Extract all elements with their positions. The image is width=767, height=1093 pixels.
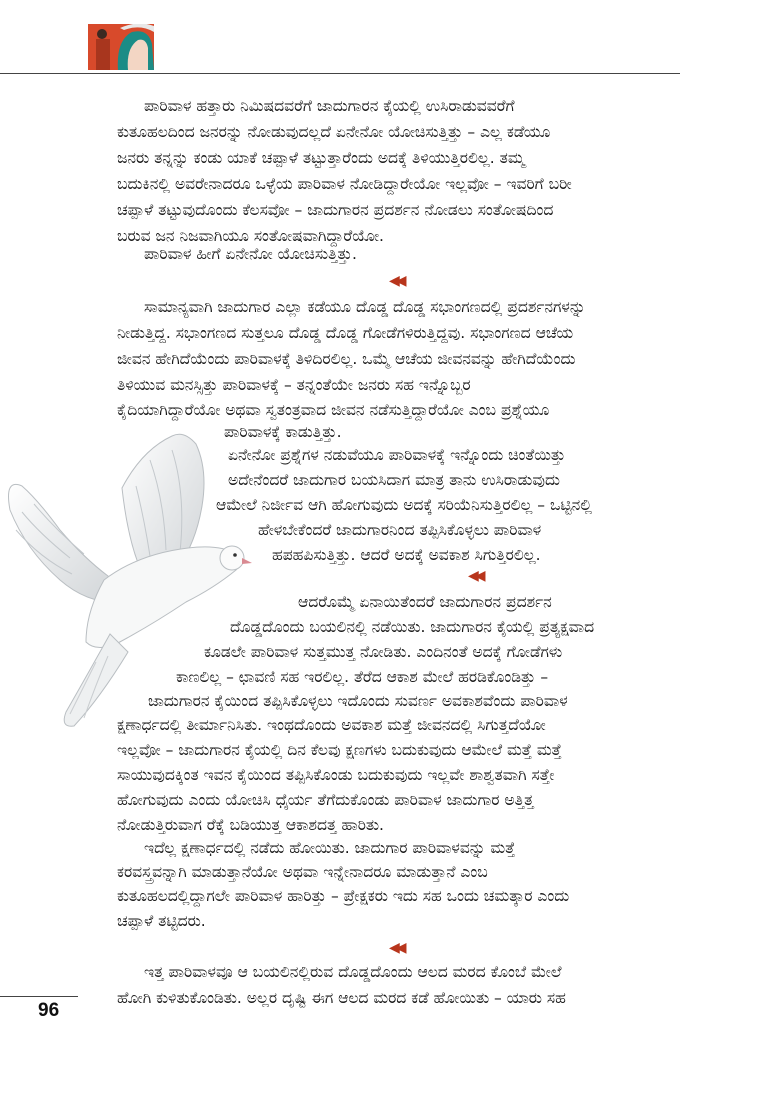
- paragraph-line: ಅದೇನೆಂದರೆ ಜಾದುಗಾರ ಬಯಸಿದಾಗ ಮಾತ್ರ ತಾನು ಉಸಿರಾಡುವುದು: [228, 471, 560, 489]
- page-number: 96: [38, 1000, 60, 1021]
- paragraph-line: ಪಾರಿವಾಳ ಹೀಗೆ ಏನೇನೋ ಯೋಚಿಸುತ್ತಿತ್ತು.: [144, 245, 357, 263]
- paragraph-line: ಕ್ಷಣಾರ್ಧದಲ್ಲಿ ತೀರ್ಮಾನಿಸಿತು. ಇಂಥದೊಂದು ಅವಕಾಶ ಮತ್ತೆ ಜೀವನದಲ್ಲಿ ಸಿಗುತ್ತದೆಯೋ: [117, 716, 546, 734]
- paragraph-line: ಸಾಮಾನ್ಯವಾಗಿ ಜಾದುಗಾರ ಎಲ್ಲಾ ಕಡೆಯೂ ದೊಡ್ಡ ದೊಡ್ಡ ಸಭಾಂಗಣದಲ್ಲಿ ಪ್ರದರ್ಶನಗಳನ್ನು: [144, 298, 586, 316]
- paragraph-line: ಜನರು ತನ್ನನ್ನು ಕಂಡು ಯಾಕೆ ಚಪ್ಪಾಳೆ ತಟ್ಟುತ್ತಾರೆಂದು ಅದಕ್ಕೆ ತಿಳಿಯುತ್ತಿರಲಿಲ್ಲ. ತಮ್ಮ: [117, 149, 525, 167]
- paragraph-line: ಚಪ್ಪಾಳೆ ತಟ್ಟುವುದೊಂದು ಕೆಲಸವೋ – ಜಾದುಗಾರನ ಪ್ರದರ್ಶನ ನೋಡಲು ಸಂತೋಷದಿಂದ: [117, 201, 554, 219]
- paragraph-line: ನೋಡುತ್ತಿರುವಾಗ ರೆಕ್ಕೆ ಬಡಿಯುತ್ತ ಆಕಾಶದತ್ತ ಹಾರಿತು.: [117, 816, 384, 834]
- paragraph-line: ಬದುಕಿನಲ್ಲಿ ಅವರೇನಾದರೂ ಒಳ್ಳೆಯ ಪಾರಿವಾಳ ನೋಡಿದ್ದಾರೇಯೋ ಇಲ್ಲವೋ – ಇವರಿಗೆ ಬರೀ: [117, 175, 572, 193]
- paragraph-line: ಇದೆಲ್ಲ ಕ್ಷಣಾರ್ಧದಲ್ಲಿ ನಡೆದು ಹೋಯಿತು. ಜಾದುಗಾರ ಪಾರಿವಾಳವನ್ನು ಮತ್ತೆ: [144, 839, 516, 857]
- paragraph-line: ಇಲ್ಲವೋ – ಜಾದುಗಾರನ ಕೈಯಲ್ಲಿ ದಿನ ಕೆಲವು ಕ್ಷಣಗಳು ಬದುಕುವುದು ಆಮೇಲೆ ಮತ್ತೆ ಮತ್ತೆ: [117, 741, 562, 759]
- paragraph-line: ಕುತೂಹಲದಿಂದ ಜನರನ್ನು ನೋಡುವುದಲ್ಲದೆ ಏನೇನೋ ಯೋಚಿಸುತ್ತಿತ್ತು – ಎಲ್ಲ ಕಡೆಯೂ: [117, 123, 551, 141]
- paragraph-line: ಪಾರಿವಾಳಕ್ಕೆ ಕಾಡುತ್ತಿತ್ತು.: [224, 423, 342, 441]
- paragraph-line: ಪಾರಿವಾಳ ಹತ್ತಾರು ನಿಮಿಷದವರೆಗೆ ಜಾದುಗಾರನ ಕೈಯಲ್ಲಿ ಉಸಿರಾಡುವವರೆಗೆ: [144, 97, 515, 115]
- paragraph-line: ಸಾಯುವುದಕ್ಕಿಂತ ಇವನ ಕೈಯಿಂದ ತಪ್ಪಿಸಿಕೊಂಡು ಬದುಕುವುದು ಇಲ್ಲವೇ ಶಾಶ್ವತವಾಗಿ ಸತ್ತೇ: [117, 766, 555, 784]
- paragraph-line: ಬರುವ ಜನ ನಿಜವಾಗಿಯೂ ಸಂತೋಷವಾಗಿದ್ದಾರೆಯೋ.: [117, 227, 384, 245]
- paragraph-line: ಆದರೊಮ್ಮೆ ಏನಾಯಿತೆಂದರೆ ಜಾದುಗಾರನ ಪ್ರದರ್ಶನ: [298, 593, 552, 611]
- paragraph-line: ಜಾದುಗಾರನ ಕೈಯಿಂದ ತಪ್ಪಿಸಿಕೊಳ್ಳಲು ಇದೊಂದು ಸುವರ್ಣ ಅವಕಾಶವೆಂದು ಪಾರಿವಾಳ: [148, 692, 568, 710]
- section-separator-icon: ◀◀: [389, 273, 403, 289]
- paragraph-line: ತಿಳಿಯುವ ಮನಸ್ಸಿತ್ತು ಪಾರಿವಾಳಕ್ಕೆ – ತನ್ನಂತೆಯೇ ಜನರು ಸಹ ಇನ್ನೊಬ್ಬರ: [117, 376, 471, 394]
- section-separator-icon: ◀◀: [389, 940, 403, 956]
- paragraph-line: ಹೇಳಬೇಕೆಂದರೆ ಜಾದುಗಾರನಿಂದ ತಪ್ಪಿಸಿಕೊಳ್ಳಲು ಪಾರಿವಾಳ: [258, 521, 542, 539]
- paragraph-line: ಕುತೂಹಲದಲ್ಲಿದ್ದಾಗಲೇ ಪಾರಿವಾಳ ಹಾರಿತ್ತು – ಪ್ರೇಕ್ಷಕರು ಇದು ಸಹ ಒಂದು ಚಮತ್ಕಾರ ಎಂದು: [117, 887, 570, 905]
- paragraph-line: ಹೋಗುವುದು ಎಂದು ಯೋಚಿಸಿ ಧೈರ್ಯ ತೆಗೆದುಕೊಂಡು ಪಾರಿವಾಳ ಜಾದುಗಾರ ಅತ್ತಿತ್ತ: [117, 791, 534, 809]
- paragraph-line: ಕರವಸ್ತ್ರವನ್ನಾಗಿ ಮಾಡುತ್ತಾನೆಯೋ ಅಥವಾ ಇನ್ನೇನಾದರೂ ಮಾಡುತ್ತಾನೆ ಎಂಬ: [117, 863, 488, 881]
- footer-rule: [0, 996, 78, 997]
- paragraph-line: ಹಪಹಪಿಸುತ್ತಿತ್ತು. ಆದರೆ ಅದಕ್ಕೆ ಅವಕಾಶ ಸಿಗುತ್ತಿರಲಿಲ್ಲ.: [272, 546, 541, 564]
- paragraph-line: ಏನೇನೋ ಪ್ರಶ್ನೆಗಳ ನಡುವೆಯೂ ಪಾರಿವಾಳಕ್ಕೆ ಇನ್ನೊಂದು ಚಿಂತೆಯಿತ್ತು: [228, 446, 566, 464]
- paragraph-line: ಚಪ್ಪಾಳೆ ತಟ್ಟಿದರು.: [117, 912, 206, 930]
- header-logo-icon: [88, 24, 154, 70]
- paragraph-line: ಕೂಡಲೇ ಪಾರಿವಾಳ ಸುತ್ತಮುತ್ತ ನೋಡಿತು. ಎಂದಿನಂತೆ ಅದಕ್ಕೆ ಗೋಡೆಗಳು: [204, 643, 563, 661]
- paragraph-line: ಕಾಣಲಿಲ್ಲ – ಛಾವಣಿ ಸಹ ಇರಲಿಲ್ಲ. ತೆರೆದ ಆಕಾಶ ಮೇಲೆ ಹರಡಿಕೊಂಡಿತ್ತು –: [176, 668, 549, 686]
- paragraph-line: ಹೋಗಿ ಕುಳಿತುಕೊಂಡಿತು. ಅಲ್ಲರ ದೃಷ್ಟಿ ಈಗ ಆಲದ ಮರದ ಕಡೆ ಹೋಯಿತು – ಯಾರು ಸಹ: [117, 989, 566, 1007]
- paragraph-line: ಜೀವನ ಹೇಗಿದೆಯೆಂದು ಪಾರಿವಾಳಕ್ಕೆ ತಿಳಿದಿರಲಿಲ್ಲ. ಒಮ್ಮೆ ಆಚೆಯ ಜೀವನವನ್ನು ಹೇಗಿದೆಯೆಂದು: [117, 350, 576, 368]
- paragraph-line: ಇತ್ತ ಪಾರಿವಾಳವೂ ಆ ಬಯಲಿನಲ್ಲಿರುವ ದೊಡ್ಡದೊಂದು ಆಲದ ಮರದ ಕೊಂಬೆ ಮೇಲೆ: [144, 963, 562, 981]
- section-separator-icon: ◀◀: [468, 568, 482, 584]
- paragraph-line: ದೊಡ್ಡದೊಂದು ಬಯಲಿನಲ್ಲಿ ನಡೆಯಿತು. ಜಾದುಗಾರನ ಕೈಯಲ್ಲಿ ಪ್ರತ್ಯಕ್ಷವಾದ: [230, 618, 595, 636]
- header-rule: [0, 73, 680, 74]
- paragraph-line: ಕೈದಿಯಾಗಿದ್ದಾರೆಯೋ ಅಥವಾ ಸ್ವತಂತ್ರವಾದ ಜೀವನ ನಡೆಸುತ್ತಿದ್ದಾರೆಯೋ ಎಂಬ ಪ್ರಶ್ನೆಯೂ: [117, 401, 550, 419]
- paragraph-line: ಆಮೇಲೆ ನಿರ್ಜೀವ ಆಗಿ ಹೋಗುವುದು ಅದಕ್ಕೆ ಸರಿಯೆನಿಸುತ್ತಿರಲಿಲ್ಲ – ಒಟ್ಟಿನಲ್ಲಿ: [216, 496, 592, 514]
- paragraph-line: ನೀಡುತ್ತಿದ್ದ. ಸಭಾಂಗಣದ ಸುತ್ತಲೂ ದೊಡ್ಡ ದೊಡ್ಡ ಗೋಡೆಗಳಿರುತ್ತಿದ್ದವು. ಸಭಾಂಗಣದ ಆಚೆಯ: [117, 324, 574, 342]
